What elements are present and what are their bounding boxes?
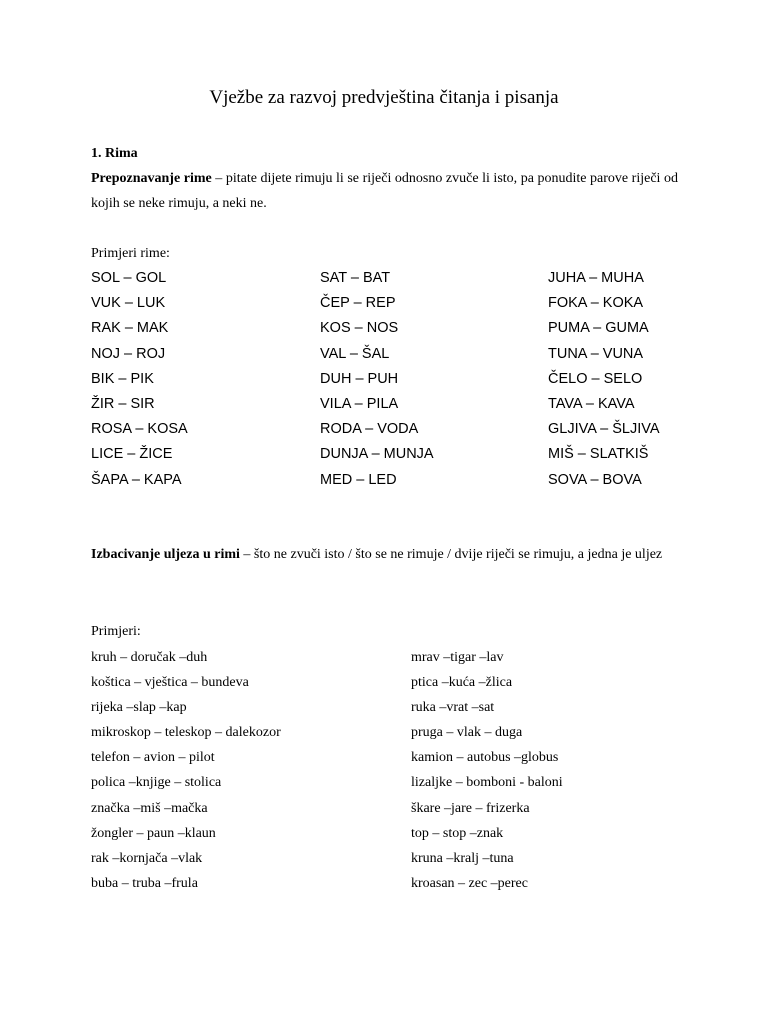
- rhyme-pair: NOJ – ROJ: [91, 345, 166, 362]
- odd-one-out-item: ptica –kuća –žlica: [411, 675, 513, 691]
- section-heading-rima: 1. Rima: [91, 146, 138, 161]
- section2-intro-paragraph: [91, 542, 678, 567]
- odd-one-out-item: rijeka –slap –kap: [91, 700, 187, 716]
- rhyme-pair: RODA – VODA: [320, 421, 419, 438]
- odd-one-out-item: rak –kornjača –vlak: [91, 850, 203, 866]
- rhyme-pair: VUK – LUK: [91, 295, 166, 312]
- rhyme-pair: KOS – NOS: [320, 320, 399, 337]
- rhyme-column-1: [91, 266, 188, 493]
- rhyme-pair: ŽIR – SIR: [91, 395, 155, 412]
- rhyme-pair: ČEP – REP: [320, 295, 396, 312]
- rhyme-column-3: [548, 266, 660, 493]
- rhyme-pair: TAVA – KAVA: [548, 395, 635, 412]
- rhyme-pair: GLJIVA – ŠLJIVA: [548, 421, 660, 438]
- odd-one-out-item: kruna –kralj –tuna: [411, 850, 514, 866]
- rhyme-pair: DUNJA – MUNJA: [320, 446, 434, 463]
- rhyme-pair: ČELO – SELO: [548, 370, 643, 387]
- odd-one-out-item: mrav –tigar –lav: [411, 650, 504, 665]
- odd-one-out-item: polica –knjige – stolica: [91, 775, 222, 791]
- rhyme-pair: VILA – PILA: [320, 395, 399, 412]
- odd-one-out-item: mikroskop – teleskop – dalekozor: [91, 725, 281, 741]
- odd-one-out-item: koštica – vještica – bundeva: [91, 675, 249, 691]
- rhyme-pair: SAT – BAT: [320, 270, 391, 286]
- rhyme-pair: MIŠ – SLATKIŠ: [548, 446, 649, 463]
- rhyme-pair: LICE – ŽICE: [91, 446, 173, 463]
- rhyme-pair: RAK – MAK: [91, 320, 169, 337]
- odd-one-out-item: žongler – paun –klaun: [91, 825, 216, 841]
- odd-one-out-item: telefon – avion – pilot: [91, 750, 215, 766]
- odd-one-out-column-2: [411, 645, 563, 896]
- rhyme-pair: TUNA – VUNA: [548, 345, 644, 362]
- rhyme-pair: SOVA – BOVA: [548, 471, 642, 488]
- odd-one-out-item: škare –jare – frizerka: [411, 800, 530, 816]
- section2-intro-text: – što ne zvuči isto / što se ne rimuje / dvije riječi se rimuju, a jedna je uljez: [239, 547, 663, 562]
- odd-one-out-item: kamion – autobus –globus: [411, 750, 559, 766]
- rhyme-pair: MED – LED: [320, 471, 397, 488]
- rhyme-pair: SOL – GOL: [91, 270, 167, 286]
- odd-one-out-item: lizaljke – bomboni - baloni: [411, 775, 563, 791]
- rhyme-examples-label: Primjeri rime:: [91, 246, 170, 261]
- rhyme-pair: ŠAPA – KAPA: [91, 471, 182, 488]
- section2-intro-bold: Izbacivanje uljeza u rimi: [91, 547, 240, 562]
- section1-intro-bold: Prepoznavanje rime: [91, 171, 212, 186]
- odd-one-out-item: kruh – doručak –duh: [91, 650, 208, 665]
- rhyme-pair: BIK – PIK: [91, 370, 154, 387]
- rhyme-pair: PUMA – GUMA: [548, 320, 649, 337]
- odd-one-out-item: značka –miš –mačka: [91, 800, 208, 816]
- odd-one-out-item: kroasan – zec –perec: [411, 875, 528, 891]
- rhyme-pair: VAL – ŠAL: [320, 345, 390, 362]
- section1-intro-text: – pitate dijete rimuju li se riječi odnosno zvuče li isto, pa ponudite parove riječi od kojih se neke rimuju, a neki ne.: [91, 171, 678, 211]
- section1-intro-paragraph: [91, 166, 678, 216]
- odd-one-out-item: top – stop –znak: [411, 825, 504, 841]
- rhyme-pair: JUHA – MUHA: [548, 270, 644, 286]
- odd-one-out-item: pruga – vlak – duga: [411, 725, 523, 741]
- rhyme-pair: ROSA – KOSA: [91, 421, 188, 438]
- odd-one-out-item: ruka –vrat –sat: [411, 700, 495, 716]
- odd-one-out-item: buba – truba –frula: [91, 875, 198, 891]
- page-title: Vježbe za razvoj predvještina čitanja i pisanja: [209, 87, 559, 108]
- rhyme-pair: DUH – PUH: [320, 370, 399, 387]
- odd-examples-label: Primjeri:: [91, 624, 141, 639]
- rhyme-pair: FOKA – KOKA: [548, 295, 644, 312]
- rhyme-column-2: [320, 266, 434, 493]
- odd-one-out-column-1: [91, 645, 281, 896]
